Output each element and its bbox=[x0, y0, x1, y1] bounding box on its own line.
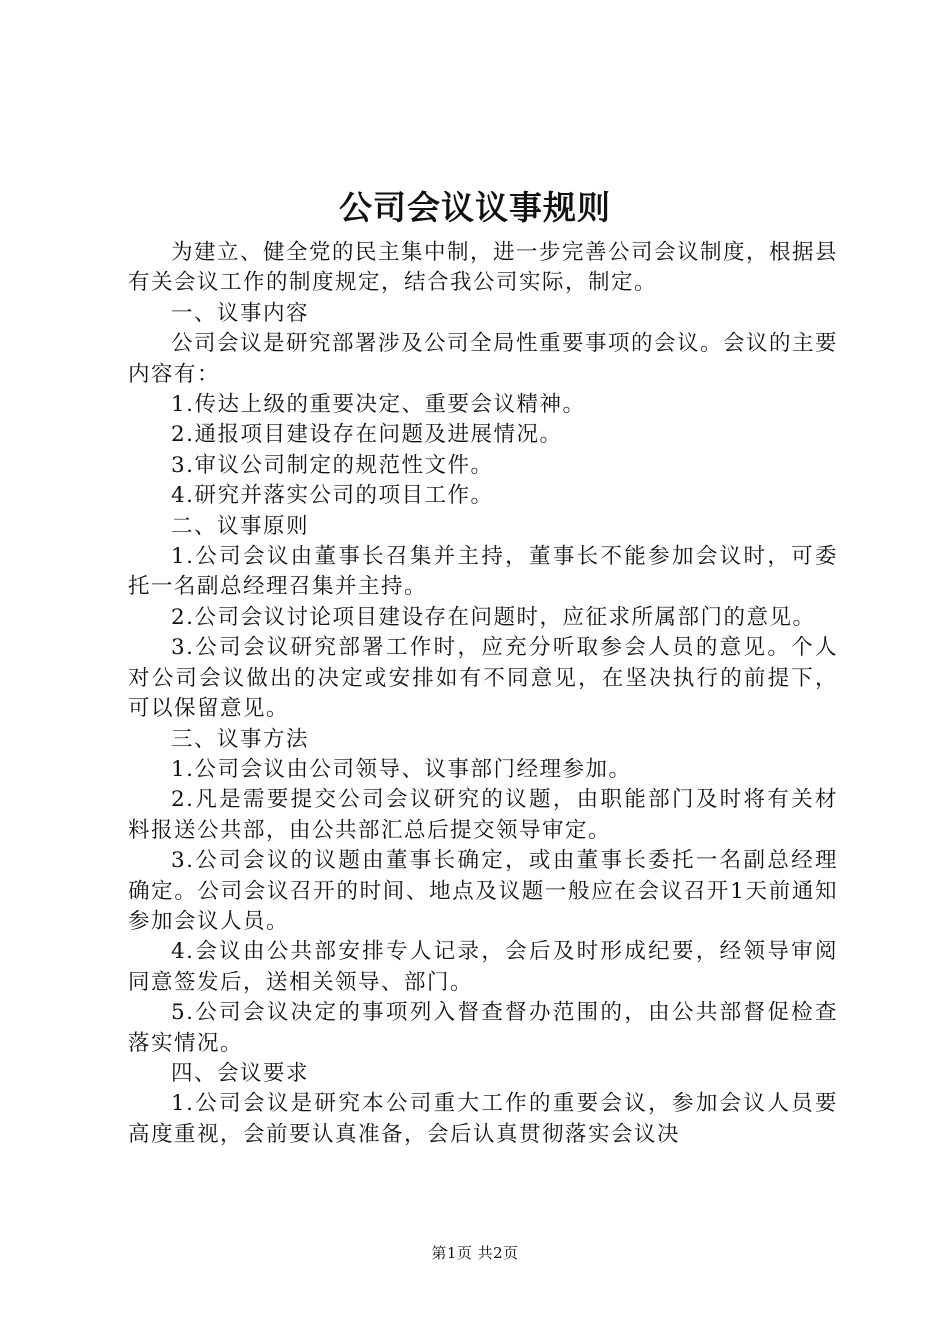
list-item: 5.公司会议决定的事项列入督查督办范围的，由公共部督促检查落实情况。 bbox=[128, 1000, 838, 1056]
list-item: 4.会议由公共部安排专人记录，会后及时形成纪要，经领导审阅同意签发后，送相关领导、部门。 bbox=[128, 939, 838, 995]
paragraph: 公司会议是研究部署涉及公司全局性重要事项的会议。会议的主要内容有： bbox=[128, 331, 839, 387]
list-item: 1.公司会议由公司领导、议事部门经理参加。 bbox=[171, 756, 632, 782]
list-item: 2.通报项目建设存在问题及进展情况。 bbox=[171, 422, 563, 448]
list-item: 3.审议公司制定的规范性文件。 bbox=[171, 452, 494, 478]
list-item: 1.公司会议是研究本公司重大工作的重要会议，参加会议人员要高度重视，会前要认真准备，会后认真贯彻落实会议决 bbox=[128, 1091, 838, 1147]
list-item: 2.公司会议讨论项目建设存在问题时，应征求所属部门的意见。 bbox=[171, 604, 816, 630]
list-item: 4.研究并落实公司的项目工作。 bbox=[171, 483, 494, 509]
section-heading: 二、议事原则 bbox=[171, 513, 310, 539]
document-body bbox=[128, 238, 838, 1150]
list-item: 3.公司会议的议题由董事长确定，或由董事长委托一名副总经理确定。公司会议召开的时间、地点及议题一般应在会议召开1天前通知参加会议人员。 bbox=[128, 848, 838, 934]
list-item: 2.凡是需要提交公司会议研究的议题，由职能部门及时将有关材料报送公共部，由公共部汇总后提交领导审定。 bbox=[128, 787, 838, 843]
section-heading: 一、议事内容 bbox=[171, 300, 310, 326]
section-heading: 三、议事方法 bbox=[171, 726, 310, 752]
list-item: 1.公司会议由董事长召集并主持，董事长不能参加会议时，可委托一名副总经理召集并主持。 bbox=[128, 544, 838, 600]
list-item: 1.传达上级的重要决定、重要会议精神。 bbox=[171, 392, 586, 418]
section-heading: 四、会议要求 bbox=[171, 1060, 310, 1086]
intro-paragraph: 为建立、健全党的民主集中制，进一步完善公司会议制度，根据县有关会议工作的制度规定，结合我公司实际，制定。 bbox=[128, 240, 839, 296]
list-item: 3.公司会议研究部署工作时，应充分听取参会人员的意见。个人对公司会议做出的决定或安排如有不同意见，在坚决执行的前提下，可以保留意见。 bbox=[128, 635, 838, 722]
document-title: 公司会议议事规则 bbox=[339, 188, 611, 227]
page-footer: 第1页 共2页 bbox=[431, 1244, 519, 1262]
